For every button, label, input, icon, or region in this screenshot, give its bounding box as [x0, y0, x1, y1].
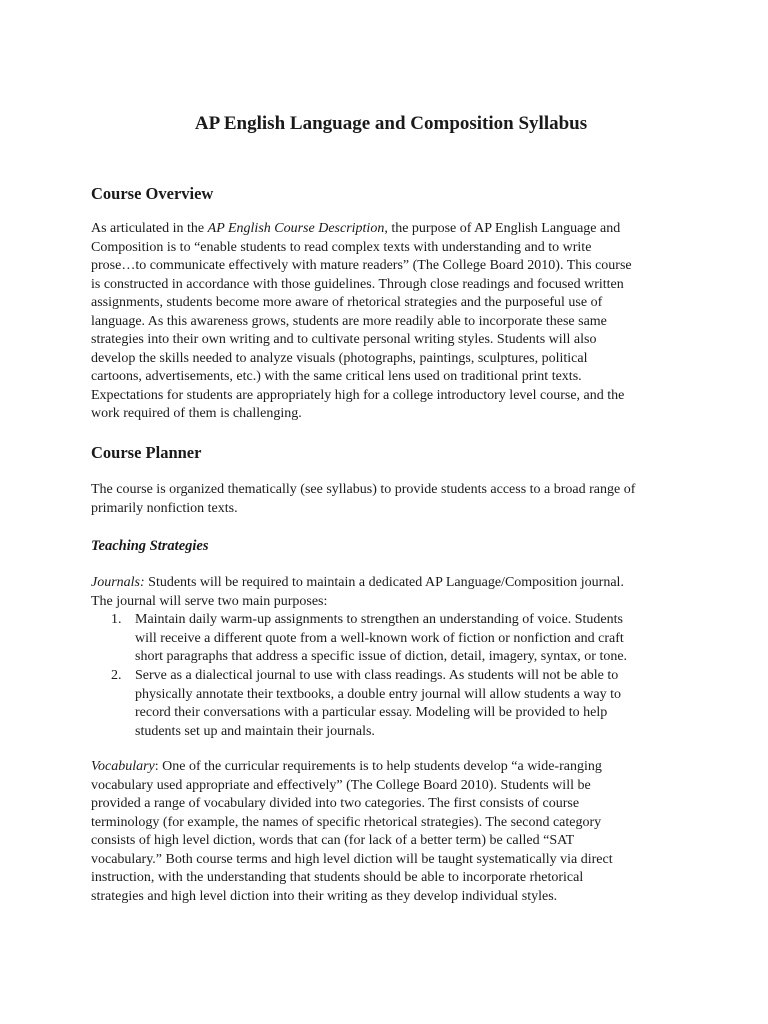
- paragraph-line: Expectations for students are appropriately high for a college introductory level course, and the: [91, 387, 625, 403]
- paragraph-line: language. As this awareness grows, students are more readily able to incorporate these same: [91, 313, 607, 329]
- paragraph-line: Serve as a dialectical journal to use with class readings. As students will not be able to: [135, 668, 619, 683]
- text-run: As articulated in the: [91, 221, 208, 236]
- journals-paragraph: [91, 574, 691, 611]
- paragraph-line: develop the skills needed to analyze visuals (photographs, paintings, sculptures, political: [91, 350, 588, 366]
- paragraph-line: [91, 574, 691, 593]
- italic-title: AP English Course Description: [207, 221, 385, 236]
- course-overview-heading: Course Overview: [91, 184, 214, 203]
- journals-label: Journals:: [91, 575, 145, 590]
- paragraph-line: instruction, with the understanding that students should be able to incorporate rhetorical: [91, 870, 584, 885]
- teaching-strategies-heading: Teaching Strategies: [91, 538, 209, 554]
- paragraph-line: physically annotate their textbooks, a double entry journal will allow students a way to: [135, 686, 622, 702]
- paragraph-line: primarily nonfiction texts.: [91, 500, 238, 516]
- vocabulary-label: Vocabulary: [91, 759, 155, 774]
- paragraph-line: students set up and maintain their journals.: [135, 723, 375, 739]
- paragraph-line: record their conversations with a particular essay. Modeling will be provided to help: [135, 705, 608, 720]
- paragraph-line: cartoons, advertisements, etc.) with the same critical lens used on traditional print texts.: [91, 369, 582, 384]
- paragraph-line: strategies and high level diction into their writing as they develop individual styles.: [91, 888, 558, 904]
- paragraph-line: Maintain daily warm-up assignments to strengthen an understanding of voice. Students: [135, 612, 623, 627]
- paragraph-line: is constructed in accordance with those guidelines. Through close readings and focused written: [91, 276, 624, 292]
- paragraph-line: terminology (for example, the names of specific rhetorical strategies). The second category: [91, 814, 602, 830]
- course-planner-paragraph: [91, 481, 691, 518]
- paragraph-line: strategies into their own writing and to cultivate personal writing styles. Students will also: [91, 332, 597, 347]
- paragraph-line: vocabulary.” Both course terms and high level diction will be taught systematically via direct: [91, 851, 613, 867]
- course-overview-paragraph: [91, 220, 691, 424]
- paragraph-line: provided a range of vocabulary divided into two categories. The first consists of course: [91, 796, 580, 811]
- list-number: 2.: [111, 668, 122, 683]
- paragraph-line: vocabulary used appropriate and effectively” (The College Board 2010). Students will be: [91, 777, 591, 793]
- paragraph-line: The course is organized thematically (see syllabus) to provide students access to a broad range of: [91, 482, 636, 497]
- paragraph-line: [91, 220, 691, 239]
- paragraph-line: will receive a different quote from a well-known work of fiction or nonfiction and craft: [135, 630, 624, 646]
- paragraph-line: short paragraphs that address a specific issue of diction, detail, imagery, syntax, or tone.: [135, 649, 628, 664]
- vocabulary-paragraph: [91, 758, 691, 906]
- paragraph-line: [91, 758, 691, 777]
- text-run: Students will be required to maintain a dedicated AP Language/Composition journal.: [144, 575, 624, 590]
- list-item-text: [135, 667, 621, 741]
- text-run: , the purpose of AP English Language and: [384, 221, 621, 236]
- paragraph-line: prose…to communicate effectively with mature readers” (The College Board 2010). This course: [91, 258, 632, 273]
- text-run: : One of the curricular requirements is to help students develop “a wide-ranging: [154, 759, 602, 774]
- paragraph-line: work required of them is challenging.: [91, 406, 302, 421]
- paragraph-line: assignments, students become more aware of rhetorical strategies and the purposeful use of: [91, 295, 603, 310]
- list-number: 1.: [111, 612, 122, 627]
- paragraph-line: Composition is to “enable students to read complex texts with understanding and to write: [91, 239, 592, 255]
- paragraph-line: The journal will serve two main purposes:: [91, 593, 328, 609]
- document-title: AP English Language and Composition Syllabus: [194, 113, 588, 134]
- paragraph-line: consists of high level diction, words that can (for lack of a better term) be called “SAT: [91, 833, 575, 848]
- list-item-text: [135, 611, 627, 667]
- course-planner-heading: Course Planner: [91, 443, 202, 462]
